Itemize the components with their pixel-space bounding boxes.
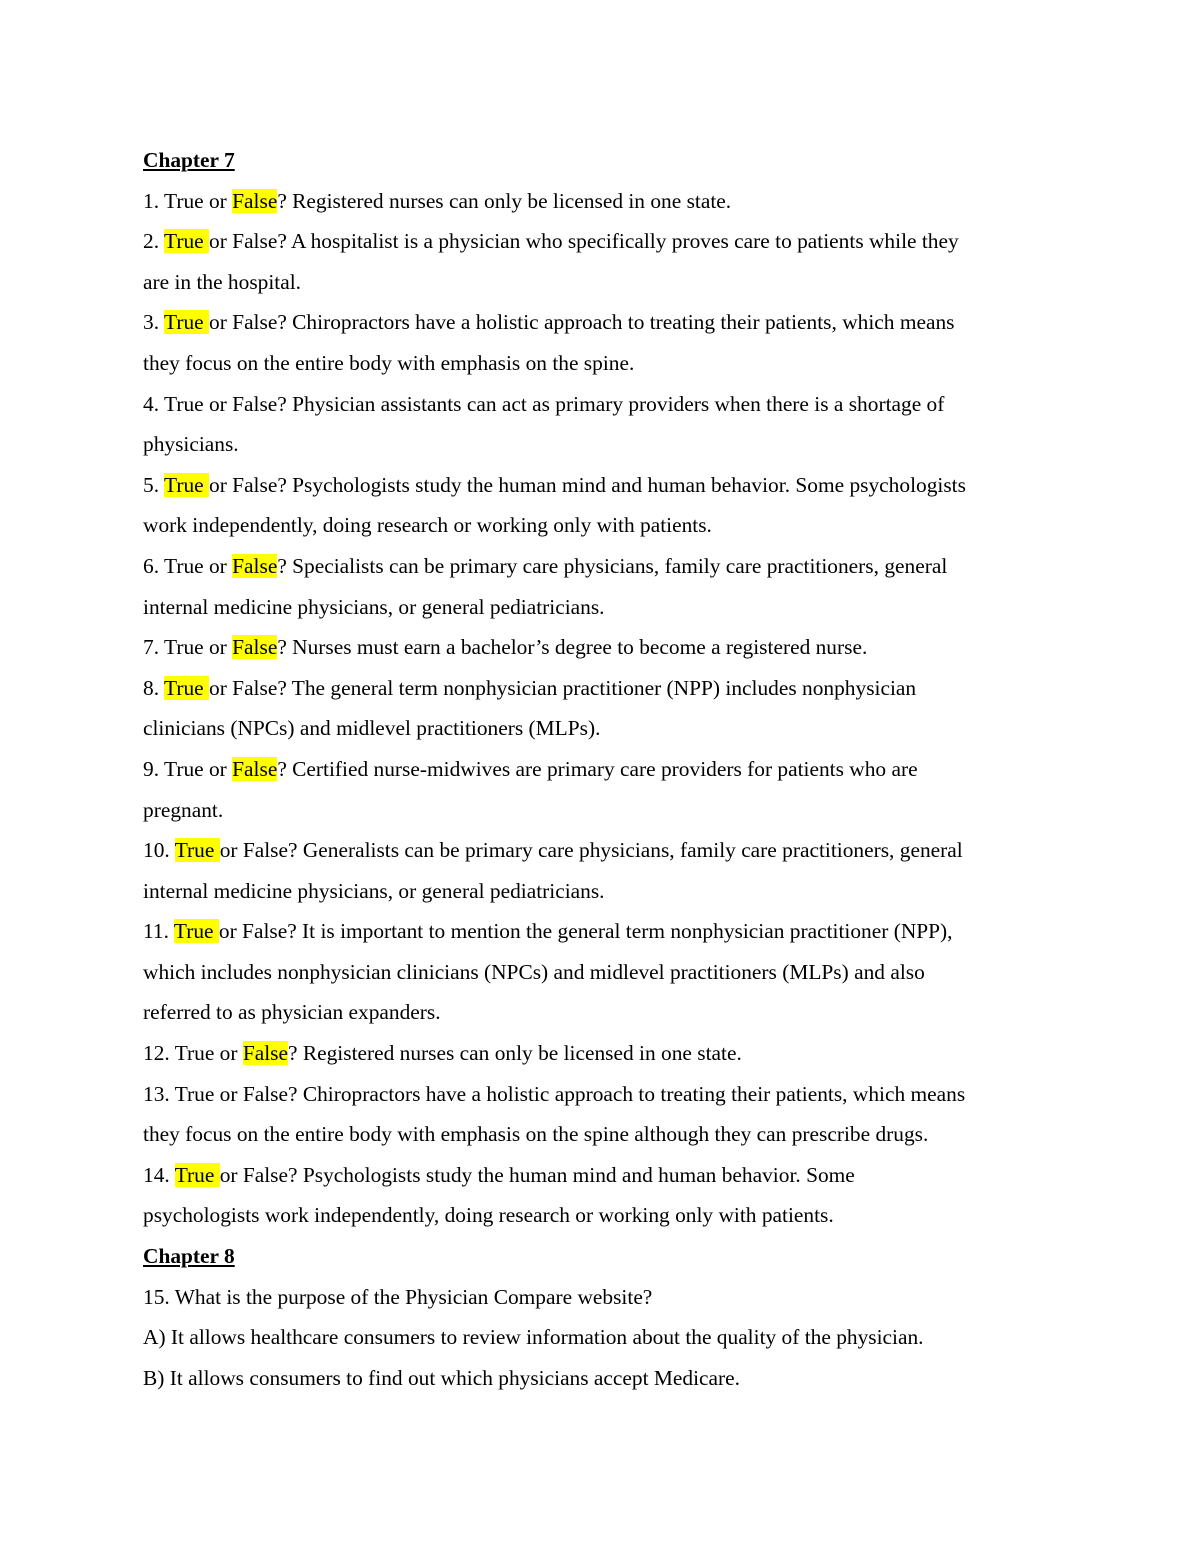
text-segment: 1. True or	[143, 188, 233, 213]
text-segment: ? Specialists can be primary care physicians, family care practitioners, general	[277, 553, 948, 578]
text-line	[143, 830, 1063, 871]
text-segment: 14.	[143, 1162, 175, 1187]
text-segment: 12. True or	[143, 1041, 243, 1066]
text-line	[143, 871, 1063, 912]
text-line	[143, 221, 1063, 262]
highlighted-answer: True	[164, 675, 209, 700]
text-segment: A) It allows healthcare consumers to review information about the quality of the physician.	[143, 1325, 924, 1350]
text-line	[143, 1358, 1063, 1399]
text-line	[143, 1033, 1063, 1074]
text-line	[143, 911, 1063, 952]
text-segment: B) It allows consumers to find out which physicians accept Medicare.	[143, 1365, 740, 1390]
text-segment: 2.	[143, 229, 165, 254]
text-line	[143, 1114, 1063, 1155]
chapter-heading-text: Chapter 7	[143, 148, 235, 172]
highlighted-answer: False	[232, 188, 278, 213]
text-line	[143, 952, 1063, 993]
text-line	[143, 384, 1063, 425]
text-line	[143, 1317, 1063, 1358]
text-segment: or False? Psychologists study the human mind and human behavior. Some	[219, 1162, 855, 1187]
text-segment: ? Registered nurses can only be licensed in one state.	[277, 188, 732, 213]
text-segment: 15. What is the purpose of the Physician Compare website?	[143, 1284, 653, 1309]
text-line	[143, 992, 1063, 1033]
text-segment: 4. True or False? Physician assistants can act as primary providers when there is a shortage of	[143, 391, 945, 416]
text-segment: internal medicine physicians, or general pediatricians.	[143, 878, 605, 903]
text-segment: 10.	[143, 838, 175, 863]
highlighted-answer: True	[174, 1162, 220, 1187]
text-segment: or False? Psychologists study the human mind and human behavior. Some psychologists	[209, 472, 966, 497]
text-segment: 5.	[143, 472, 165, 497]
highlighted-answer: True	[174, 838, 220, 863]
text-segment: 7. True or	[143, 635, 233, 660]
highlighted-answer: True	[164, 310, 209, 335]
text-segment: psychologists work independently, doing research or working only with patients.	[143, 1203, 834, 1228]
text-segment: physicians.	[143, 432, 239, 457]
highlighted-answer: False	[232, 756, 278, 781]
text-segment: 6. True or	[143, 553, 233, 578]
text-line	[143, 465, 1063, 506]
text-segment: or False? It is important to mention the general term nonphysician practitioner (NPP),	[218, 919, 953, 944]
text-segment: work independently, doing research or working only with patients.	[143, 513, 712, 538]
text-line	[143, 790, 1063, 831]
highlighted-answer: True	[164, 229, 209, 254]
text-segment: referred to as physician expanders.	[143, 1000, 441, 1025]
text-segment: or False? A hospitalist is a physician who specifically proves care to patients while they	[209, 229, 959, 254]
text-segment: 9. True or	[143, 756, 233, 781]
highlighted-answer: False	[232, 635, 278, 660]
text-line	[143, 749, 1063, 790]
text-line	[143, 1074, 1063, 1115]
text-segment: 8.	[143, 675, 165, 700]
text-segment: internal medicine physicians, or general pediatricians.	[143, 594, 605, 619]
text-line	[143, 587, 1063, 628]
text-line	[143, 302, 1063, 343]
chapter-heading	[143, 1236, 1063, 1277]
text-segment: 3.	[143, 310, 165, 335]
chapter-heading	[143, 140, 1063, 181]
text-line	[143, 343, 1063, 384]
text-line	[143, 1277, 1063, 1318]
text-segment: or False? The general term nonphysician practitioner (NPP) includes nonphysician	[209, 675, 917, 700]
text-segment: ? Registered nurses can only be licensed in one state.	[288, 1041, 742, 1066]
highlighted-answer: True	[164, 472, 209, 497]
text-segment: are in the hospital.	[143, 269, 302, 294]
text-line	[143, 546, 1063, 587]
text-segment: or False? Chiropractors have a holistic approach to treating their patients, which means	[209, 310, 955, 335]
document-body	[143, 140, 1063, 1398]
text-segment: clinicians (NPCs) and midlevel practitioners (MLPs).	[143, 716, 601, 741]
highlighted-answer: False	[242, 1041, 288, 1066]
text-line	[143, 1195, 1063, 1236]
highlighted-answer: False	[232, 553, 278, 578]
text-segment: 11.	[143, 919, 174, 944]
highlighted-answer: True	[173, 919, 219, 944]
text-line	[143, 424, 1063, 465]
text-segment: they focus on the entire body with emphasis on the spine although they can prescribe drugs.	[143, 1122, 929, 1147]
text-line	[143, 181, 1063, 222]
text-segment: 13. True or False? Chiropractors have a holistic approach to treating their patients, which means	[143, 1081, 966, 1106]
text-line	[143, 627, 1063, 668]
text-line	[143, 262, 1063, 303]
text-line	[143, 1155, 1063, 1196]
text-segment: ? Nurses must earn a bachelor’s degree to become a registered nurse.	[277, 635, 868, 660]
text-line	[143, 505, 1063, 546]
chapter-heading-text: Chapter 8	[143, 1244, 235, 1269]
text-segment: ? Certified nurse-midwives are primary care providers for patients who are	[277, 756, 918, 781]
text-segment: pregnant.	[143, 797, 224, 822]
text-line	[143, 668, 1063, 709]
text-segment: they focus on the entire body with emphasis on the spine.	[143, 350, 635, 375]
text-line	[143, 708, 1063, 749]
text-segment: which includes nonphysician clinicians (NPCs) and midlevel practitioners (MLPs) and also	[143, 959, 925, 984]
text-segment: or False? Generalists can be primary care physicians, family care practitioners, general	[219, 838, 963, 863]
